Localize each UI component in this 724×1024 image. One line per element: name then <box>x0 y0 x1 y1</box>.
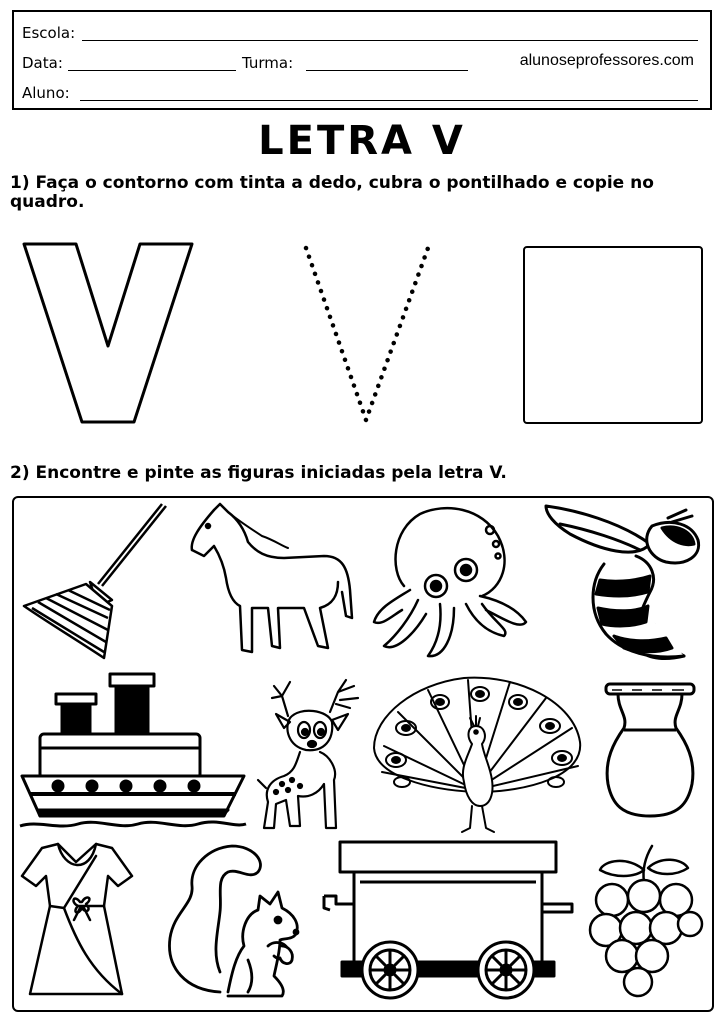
outline-v-icon <box>20 242 196 426</box>
vase-icon[interactable] <box>598 680 702 822</box>
dotted-v-icon <box>300 244 434 424</box>
wasp-icon[interactable] <box>540 500 708 666</box>
wagon-icon[interactable] <box>320 838 576 1002</box>
peacock-icon[interactable] <box>368 672 588 836</box>
horse-icon[interactable] <box>184 500 356 662</box>
header-box <box>12 10 712 110</box>
school-label: Escola: <box>22 24 76 42</box>
grapes-icon[interactable] <box>586 842 704 1000</box>
deer-icon[interactable] <box>254 672 364 834</box>
date-label: Data: <box>22 54 63 72</box>
broom-icon[interactable] <box>20 502 170 662</box>
exercise2-instruction: 2) Encontre e pinte as figuras iniciadas pela letra V. <box>10 463 507 483</box>
page-title: LETRA V <box>258 118 466 164</box>
student-label: Aluno: <box>22 84 70 102</box>
date-field[interactable] <box>68 70 236 71</box>
ship-icon[interactable] <box>18 670 248 834</box>
student-field[interactable] <box>80 100 698 101</box>
class-field[interactable] <box>306 70 468 71</box>
copy-box[interactable] <box>523 246 703 424</box>
octopus-icon[interactable] <box>370 500 530 660</box>
school-field[interactable] <box>82 40 698 41</box>
squirrel-icon[interactable] <box>162 842 310 1002</box>
exercise1-instruction: 1) Faça o contorno com tinta a dedo, cubra o pontilhado e copie no quadro. <box>10 173 654 212</box>
dress-icon[interactable] <box>20 840 136 1000</box>
site-label: alunoseprofessores.com <box>519 52 694 69</box>
class-label: Turma: <box>242 54 294 72</box>
